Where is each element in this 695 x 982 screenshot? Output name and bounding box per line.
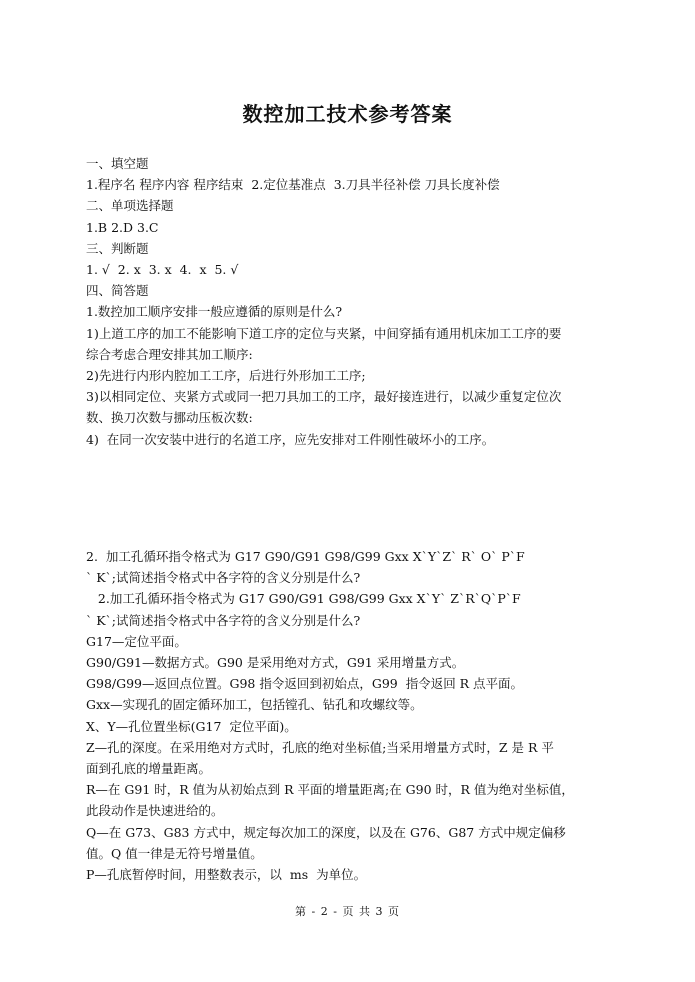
answer-line: 4) 在同一次安装中进行的名道工序，应先安排对工件刚性破坏小的工序。 bbox=[86, 431, 495, 447]
answer-line: G17—定位平面。 bbox=[86, 633, 187, 649]
section-heading-short-answer: 四、简答题 bbox=[86, 283, 149, 299]
answer-line: 此段动作是快速进给的。 bbox=[86, 803, 224, 819]
answer-line: 值。Q 值一律是无符号增量值。 bbox=[86, 845, 263, 861]
answer-line: 1.程序名 程序内容 程序结束 2.定位基准点 3.刀具半径补偿 刀具长度补偿 bbox=[86, 177, 500, 193]
question-line: 2.加工孔循环指令格式为 G17 G90/G91 G98/G99 Gxx X`Y` Z`R`Q`P`F bbox=[86, 591, 521, 607]
answer-line: 面到孔底的增量距离。 bbox=[86, 761, 212, 777]
answers-section-1 bbox=[86, 153, 616, 450]
answer-line: Gxx—实现孔的固定循环加工，包括镗孔、钻孔和攻螺纹等。 bbox=[86, 697, 423, 713]
answer-line: 2)先进行内形内腔加工工序，后进行外形加工工序; bbox=[86, 368, 366, 384]
question-line: 2. 加工孔循环指令格式为 G17 G90/G91 G98/G99 Gxx X`Y`Z` R` O` P`F bbox=[86, 549, 525, 564]
answer-line: G98/G99—返回点位置。G98 指令返回到初始点，G99 指令返回 R 点平面。 bbox=[86, 676, 524, 692]
page-footer: 第 - 2 - 页 共 3 页 bbox=[295, 905, 400, 918]
answer-line: Z—孔的深度。在采用绝对方式时，孔底的绝对坐标值;当采用增量方式时，Z 是 R 平 bbox=[86, 739, 554, 755]
answer-line: 数、换刀次数与挪动压板次数: bbox=[86, 410, 253, 426]
answer-line: R—在 G91 时，R 值为从初始点到 R 平面的增量距离;在 G90 时，R 值为绝对坐标值， bbox=[86, 782, 574, 798]
question-line: ` K`;试简述指令格式中各字符的含义分别是什么? bbox=[86, 612, 361, 628]
answer-line: 1. √ 2. x 3. x 4. x 5. √ bbox=[86, 262, 239, 278]
section-heading-single-choice: 二、单项选择题 bbox=[86, 198, 174, 214]
answers-section-2 bbox=[86, 546, 616, 885]
answer-line: 3)以相同定位、夹紧方式或同一把刀具加工的工序，最好接连进行，以减少重复定位次 bbox=[86, 389, 562, 405]
question-line: ` K`;试简述指令格式中各字符的含义分别是什么? bbox=[86, 570, 361, 586]
question-line: 1.数控加工顺序安排一般应遵循的原则是什么? bbox=[86, 304, 343, 320]
section-heading-fill-blank: 一、填空题 bbox=[86, 156, 149, 171]
section-heading-true-false: 三、判断题 bbox=[86, 240, 149, 256]
answer-line: G90/G91—数据方式。G90 是采用绝对方式，G91 采用增量方式。 bbox=[86, 655, 465, 671]
answer-line: 1.B 2.D 3.C bbox=[86, 219, 159, 235]
answer-line: Q—在 G73、G83 方式中，规定每次加工的深度，以及在 G76、G87 方式中规定偏移 bbox=[86, 824, 566, 840]
page-title: 数控加工技术参考答案 bbox=[242, 102, 453, 126]
answer-line: 1)上道工序的加工不能影响下道工序的定位与夹紧，中间穿插有通用机床加工工序的要 bbox=[86, 325, 562, 341]
answer-line: P—孔底暂停时间，用整数表示，以 ms 为单位。 bbox=[86, 867, 367, 883]
answer-line: X、Y—孔位置坐标(G17 定位平面)。 bbox=[86, 718, 297, 734]
answer-line: 综合考虑合理安排其加工顺序: bbox=[86, 346, 253, 362]
